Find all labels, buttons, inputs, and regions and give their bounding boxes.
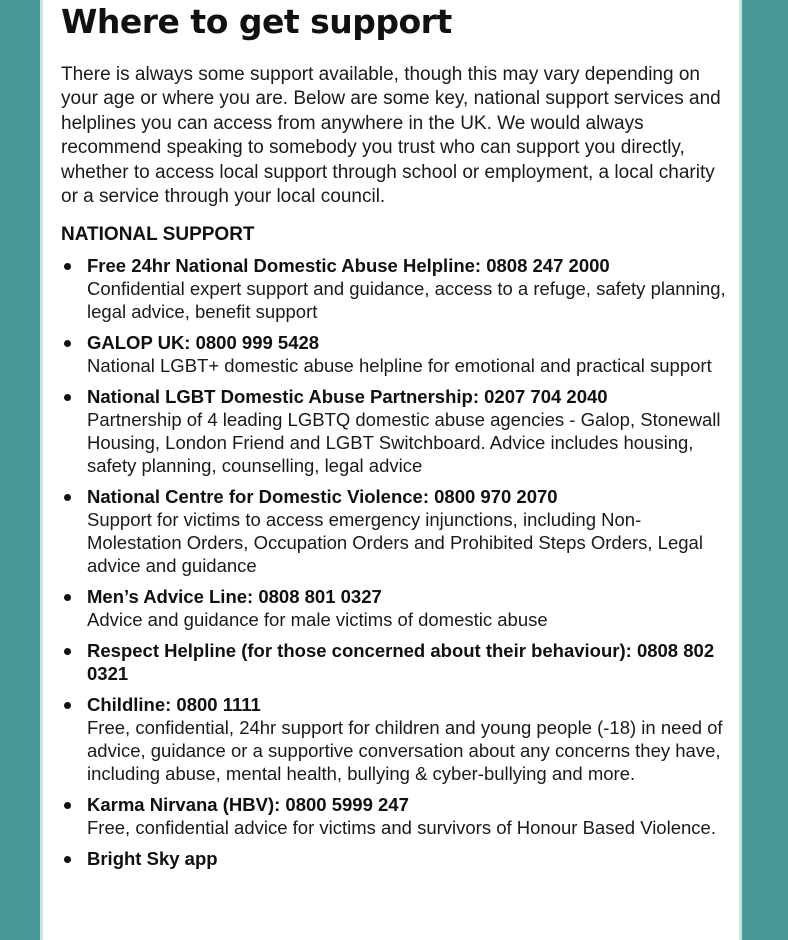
list-item	[61, 485, 731, 577]
service-description: Advice and guidance for male victims of domestic abuse	[87, 609, 548, 631]
bullet-icon	[64, 394, 71, 401]
service-title: Respect Helpline (for those concerned about their behaviour): 0808 802 0321	[87, 640, 715, 685]
services-list	[61, 254, 731, 870]
service-description: Free, confidential, 24hr support for children and young people (-18) in need of advice, guidance or a supportive conversation about any concerns they have, including abuse, mental health, bullying & cyber-bullying and more.	[87, 717, 723, 785]
service-description: National LGBT+ domestic abuse helpline for emotional and practical support	[87, 355, 712, 377]
service-title: Men’s Advice Line: 0808 801 0327	[87, 586, 382, 608]
service-title: GALOP UK: 0800 999 5428	[87, 332, 320, 354]
bullet-icon	[64, 802, 71, 809]
service-description: Partnership of 4 leading LGBTQ domestic abuse agencies - Galop, Stonewall Housing, London Friend and LGBT Switchboard. Advice includes housing, safety planning, counselling, legal advice	[87, 409, 721, 477]
bullet-icon	[64, 856, 71, 863]
list-item	[61, 585, 731, 631]
list-item	[61, 385, 731, 477]
list-item	[61, 693, 731, 785]
service-description: Confidential expert support and guidance, access to a refuge, safety planning, legal advice, benefit support	[87, 278, 726, 323]
bullet-icon	[64, 594, 71, 601]
intro-paragraph: There is always some support available, though this may vary depending on your age or where you are. Below are some key, national support services and helplines you can access from anywhere in the UK. We would always recommend speaking to somebody you trust who can support you directly, whether to access local support through school or employment, a local charity or a service through your local council.	[61, 64, 721, 208]
section-heading: NATIONAL SUPPORT	[61, 224, 255, 246]
list-item	[61, 847, 731, 870]
bullet-icon	[64, 263, 71, 270]
page-title: Where to get support	[61, 2, 452, 41]
service-title: Childline: 0800 1111	[87, 694, 261, 716]
list-item	[61, 639, 731, 685]
service-title: National Centre for Domestic Violence: 0800 970 2070	[87, 486, 558, 508]
service-title: Free 24hr National Domestic Abuse Helpline: 0808 247 2000	[87, 255, 610, 277]
content-area	[61, 0, 731, 878]
service-title: Bright Sky app	[87, 848, 218, 870]
list-item	[61, 254, 731, 323]
bullet-icon	[64, 648, 71, 655]
service-title: Karma Nirvana (HBV): 0800 5999 247	[87, 794, 409, 816]
service-title: National LGBT Domestic Abuse Partnership: 0207 704 2040	[87, 386, 608, 408]
bullet-icon	[64, 340, 71, 347]
list-item	[61, 793, 731, 839]
bullet-icon	[64, 494, 71, 501]
service-description: Free, confidential advice for victims and survivors of Honour Based Violence.	[87, 817, 716, 839]
service-description: Support for victims to access emergency injunctions, including Non-Molestation Orders, Occupation Orders and Prohibited Steps Orders, Legal advice and guidance	[87, 509, 703, 577]
list-item	[61, 331, 731, 377]
bullet-icon	[64, 702, 71, 709]
